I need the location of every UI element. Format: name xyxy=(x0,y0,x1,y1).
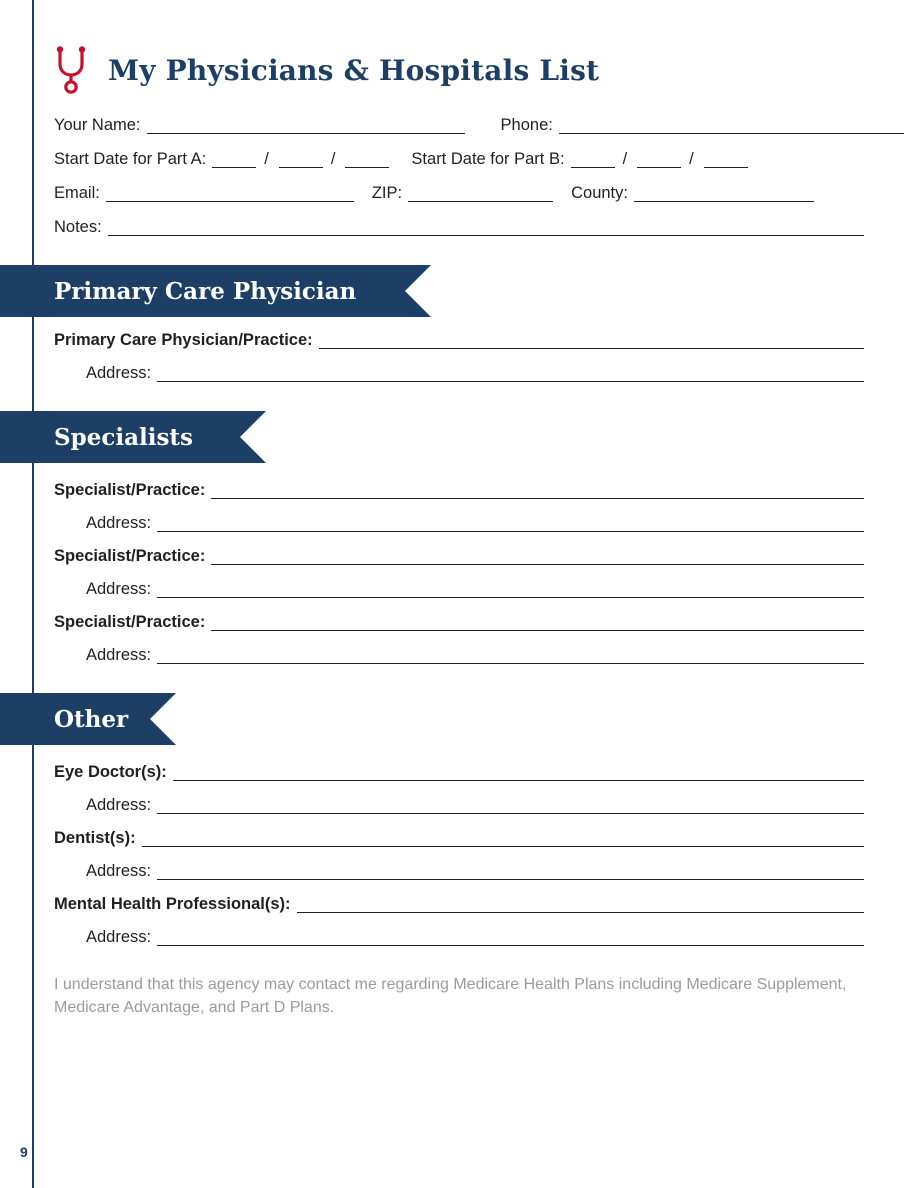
entry-primary-care xyxy=(54,331,864,383)
primary-care-address-row xyxy=(54,364,864,383)
mental-health-address-row xyxy=(54,928,864,947)
dentist-address-row xyxy=(54,862,864,881)
phone-input[interactable] xyxy=(559,116,904,134)
page-title: My Physicians & Hospitals List xyxy=(108,53,600,87)
banner-body xyxy=(0,265,405,317)
left-margin-rule xyxy=(32,0,34,1188)
specialist-2-practice-input[interactable] xyxy=(211,547,864,565)
part-b-month-input[interactable] xyxy=(571,150,615,168)
mental-health-row xyxy=(54,895,864,914)
specialist-1-address-input[interactable] xyxy=(157,514,864,532)
entry-specialist-1 xyxy=(54,481,864,533)
specialist-1-address-row xyxy=(54,514,864,533)
notes-row xyxy=(54,218,864,237)
zip-input[interactable] xyxy=(408,184,553,202)
date-slash-4: / xyxy=(689,150,694,168)
specialist-3-address-row xyxy=(54,646,864,665)
notes-label: Notes: xyxy=(54,218,102,236)
specialist-2-address-input[interactable] xyxy=(157,580,864,598)
part-b-day-input[interactable] xyxy=(637,150,681,168)
mental-health-label: Mental Health Professional(s): xyxy=(54,895,291,913)
your-name-label: Your Name: xyxy=(54,116,141,134)
mental-health-input[interactable] xyxy=(297,895,864,913)
primary-care-address-input[interactable] xyxy=(157,364,864,382)
banner-arrow xyxy=(240,411,266,463)
mental-health-address-label: Address: xyxy=(86,928,152,946)
start-date-part-b-label: Start Date for Part B: xyxy=(411,150,565,168)
part-a-month-input[interactable] xyxy=(212,150,256,168)
email-zip-county-row xyxy=(54,184,864,203)
eye-doctor-address-row xyxy=(54,796,864,815)
dentist-address-label: Address: xyxy=(86,862,152,880)
personal-info-block xyxy=(54,116,864,237)
eye-doctor-input[interactable] xyxy=(173,763,864,781)
part-a-year-input[interactable] xyxy=(345,150,389,168)
dentist-address-input[interactable] xyxy=(157,862,864,880)
specialist-3-address-input[interactable] xyxy=(157,646,864,664)
zip-label: ZIP: xyxy=(371,184,403,202)
specialist-1-practice-input[interactable] xyxy=(211,481,864,499)
stethoscope-icon xyxy=(54,46,94,94)
eye-doctor-address-label: Address: xyxy=(86,796,152,814)
entry-specialist-3 xyxy=(54,613,864,665)
section-banner-specialists xyxy=(0,411,864,463)
email-label: Email: xyxy=(54,184,100,202)
name-phone-row xyxy=(54,116,864,135)
specialist-3-practice-input[interactable] xyxy=(211,613,864,631)
eye-doctor-label: Eye Doctor(s): xyxy=(54,763,167,781)
county-input[interactable] xyxy=(634,184,814,202)
email-input[interactable] xyxy=(106,184,354,202)
specialist-1-practice-label: Specialist/Practice: xyxy=(54,481,206,499)
part-a-day-input[interactable] xyxy=(279,150,323,168)
specialist-1-address-label: Address: xyxy=(86,514,152,532)
eye-doctor-address-input[interactable] xyxy=(157,796,864,814)
start-date-part-a-label: Start Date for Part A: xyxy=(54,150,207,168)
entry-eye-doctor xyxy=(54,763,864,815)
phone-label: Phone: xyxy=(500,116,553,134)
primary-care-practice-label: Primary Care Physician/Practice: xyxy=(54,331,313,349)
start-dates-row xyxy=(54,150,864,169)
primary-care-address-label: Address: xyxy=(86,364,152,382)
mental-health-address-input[interactable] xyxy=(157,928,864,946)
county-label: County: xyxy=(571,184,628,202)
banner-label: Primary Care Physician xyxy=(54,277,357,305)
entry-dentist xyxy=(54,829,864,881)
specialist-2-practice-row xyxy=(54,547,864,566)
specialist-3-practice-row xyxy=(54,613,864,632)
eye-doctor-row xyxy=(54,763,864,782)
entry-specialist-2 xyxy=(54,547,864,599)
section-banner-other xyxy=(0,693,864,745)
date-slash-3: / xyxy=(622,150,628,168)
part-b-year-input[interactable] xyxy=(704,150,748,168)
specialist-1-practice-row xyxy=(54,481,864,500)
page-header xyxy=(54,0,864,94)
page-number: 9 xyxy=(20,1144,28,1160)
primary-care-practice-input[interactable] xyxy=(319,331,864,349)
date-slash-1: / xyxy=(264,150,269,168)
dentist-label: Dentist(s): xyxy=(54,829,136,847)
dentist-row xyxy=(54,829,864,848)
banner-arrow xyxy=(405,265,431,317)
dentist-input[interactable] xyxy=(142,829,864,847)
page-content xyxy=(54,0,864,1019)
specialist-3-practice-label: Specialist/Practice: xyxy=(54,613,206,631)
your-name-input[interactable] xyxy=(147,116,465,134)
date-slash-2: / xyxy=(330,150,336,168)
banner-label: Specialists xyxy=(54,423,193,451)
specialist-2-address-label: Address: xyxy=(86,580,152,598)
notes-input[interactable] xyxy=(108,218,864,236)
banner-body xyxy=(0,693,150,745)
specialist-2-address-row xyxy=(54,580,864,599)
specialist-3-address-label: Address: xyxy=(86,646,152,664)
entry-mental-health xyxy=(54,895,864,947)
banner-arrow xyxy=(150,693,176,745)
banner-body xyxy=(0,411,240,463)
banner-label: Other xyxy=(54,705,129,733)
disclaimer-text: I understand that this agency may contact me regarding Medicare Health Plans including Medicare Supplement, Medicare Advantage, and Part D Plans. xyxy=(54,976,847,1017)
primary-care-practice-row xyxy=(54,331,864,350)
section-banner-primary-care xyxy=(0,265,864,317)
specialist-2-practice-label: Specialist/Practice: xyxy=(54,547,206,565)
